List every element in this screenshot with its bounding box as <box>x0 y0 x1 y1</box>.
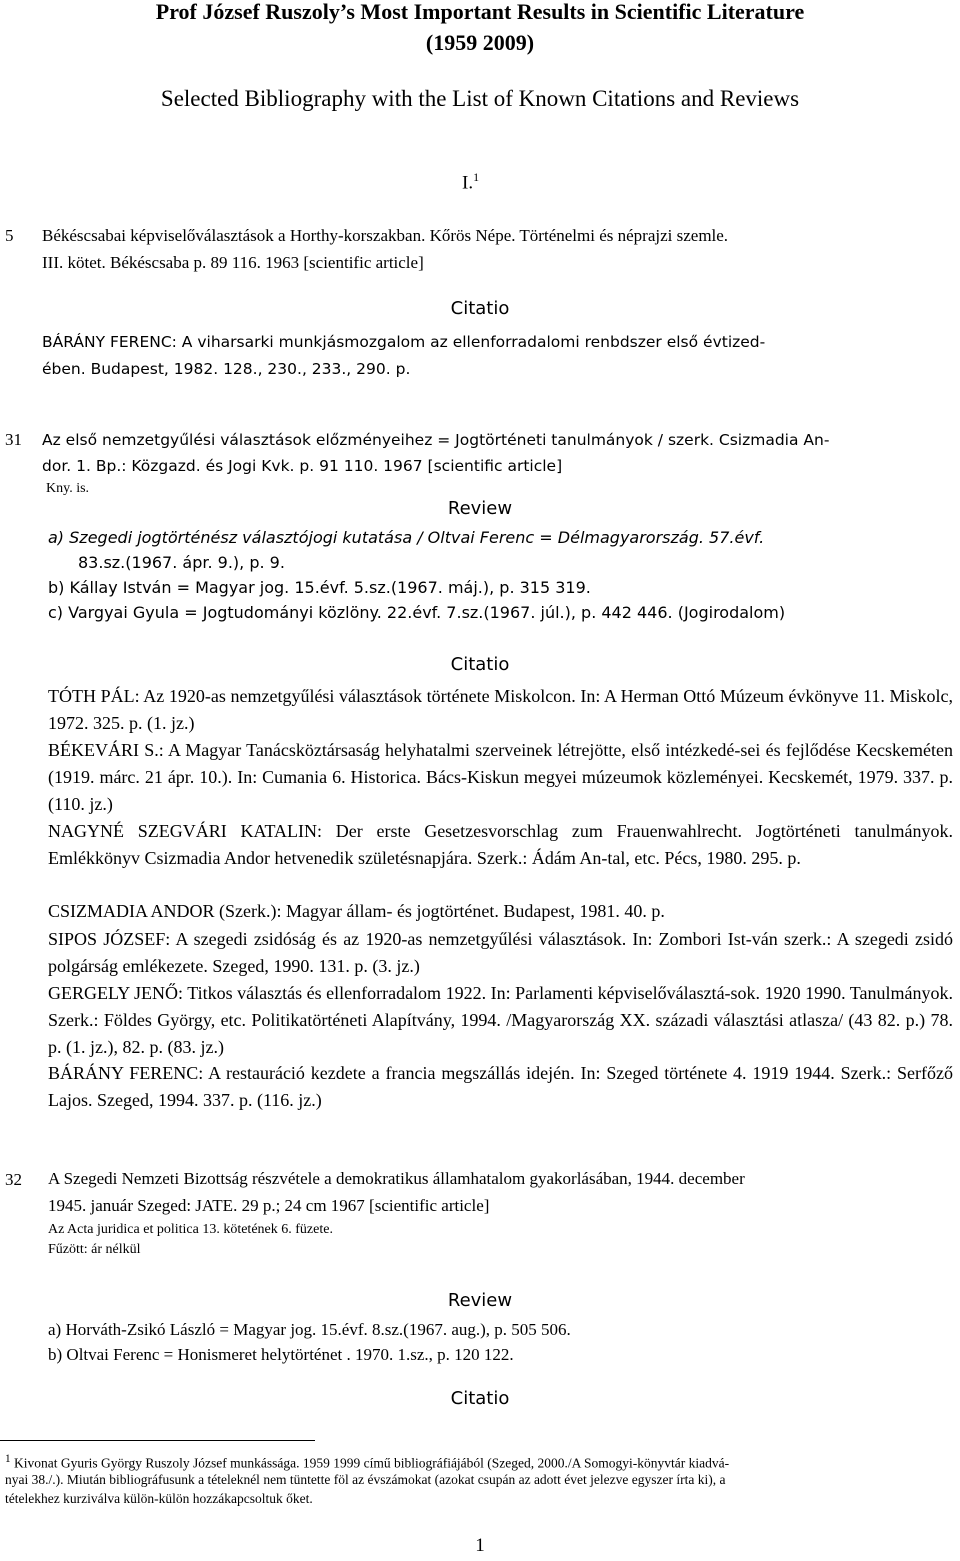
entry-31-line1: Az első nemzetgyűlési választások előzményeihez = Jogtörténeti tanulmányok / szerk. Csizmadia An- <box>42 431 830 449</box>
footnote-marker: 1 <box>5 1453 11 1465</box>
review-item: a) Szegedi jogtörténész választójogi kutatása / Oltvai Ferenc = Délmagyarország. 57.évf. <box>48 528 765 547</box>
citatio-heading: Citatio <box>450 1388 510 1409</box>
entry-5-line2: III. kötet. Békéscsaba p. 89 116. 1963 [scientific article] <box>42 253 424 272</box>
citation-item: CSIZMADIA ANDOR (Szerk.): Magyar állam- és jogtörténet. Budapest, 1981. 40. p. <box>48 901 665 921</box>
entry-32-note: Fűzött: ár nélkül <box>48 1242 141 1257</box>
citation-item: NAGYNÉ SZEGVÁRI KATALIN: Der erste Gesetzesvorschlag zum Frauenwahlrecht. Jogtörténeti tanulmányok. Emlékkönyv Csizmadia Andor hetvenedik születésnapjára. Szerk.: Ádám An-tal, etc. Pécs, 1980. 295. p. <box>48 821 953 868</box>
document-subtitle: Selected Bibliography with the List of Known Citations and Reviews <box>160 86 800 111</box>
review-item: c) Vargyai Gyula = Jogtudományi közlöny. 22.évf. 7.sz.(1967. júl.), p. 442 446. (Jogirodalom) <box>48 603 786 622</box>
citation-item: BÁRÁNY FERENC: A restauráció kezdete a francia megszállás idején. In: Szeged története 4. 1919 1944. Szerk.: Serfőző Lajos. Szeged, 1994. 337. p. (116. jz.) <box>48 1063 953 1110</box>
entry-number: 32 <box>5 1170 22 1189</box>
entry-31-note: Kny. is. <box>46 481 90 496</box>
entry-number: 31 <box>5 430 22 449</box>
entry-5-line1: Békéscsabai képviselőválasztások a Horthy-korszakban. Kőrös Népe. Történelmi és néprajzi szemle. <box>42 226 729 245</box>
review-heading: Review <box>447 1290 513 1311</box>
review-heading: Review <box>447 498 513 519</box>
section-heading: I.$^1$ <box>462 170 480 194</box>
citation-item: BÉKEVÁRI S.: A Magyar Tanácsköztársaság helyhatalmi szerveinek létrejötte, első intézkedé-sei és fejlődése Kecskeméten (1919. márc. 21 ápr. 10.). In: Cumania 6. Historica. Bács-Kiskun megyei múzeumok közleményei. Kecskemét, 1979. 337. p. (110. jz.) <box>48 740 953 814</box>
review-item: a) Horváth-Zsikó László = Magyar jog. 15.évf. 8.sz.(1967. aug.), p. 505 506. <box>48 1320 571 1339</box>
document-title-years: (1959 2009) <box>425 30 535 55</box>
page-number: 1 <box>475 1535 485 1556</box>
citation-item: TÓTH PÁL: Az 1920-as nemzetgyűlési választások története Miskolcon. In: A Herman Ottó Múzeum évkönyve 11. Miskolc, 1972. 325. p. (1. jz.) <box>48 686 953 733</box>
review-item-cont: 83.sz.(1967. ápr. 9.), p. 9. <box>78 553 285 572</box>
entry-32-line2: 1945. január Szeged: JATE. 29 p.; 24 cm 1967 [scientific article] <box>48 1196 490 1215</box>
footnote-line: nyai 38./.). Miután bibliográfusunk a tételeknél nem tüntette föl az évszámokat (azokat csupán az adott évet jelezve egyszer írta ki), a <box>5 1472 726 1487</box>
document-title: Prof József Ruszoly’s Most Important Results in Scientific Literature <box>155 0 805 24</box>
citatio-heading: Citatio <box>450 654 510 675</box>
footnote-ref[interactable]: 1 <box>473 170 480 184</box>
footnote-divider <box>0 1440 315 1441</box>
entry-5-citation-line2: ében. Budapest, 1982. 128., 230., 233., 290. p. <box>42 360 411 378</box>
footnote-line: tételekhez kurziválva külön-külön hozzákapcsoltuk őket. <box>5 1491 313 1506</box>
review-item: b) Oltvai Ferenc = Honismeret helytörténet . 1970. 1.sz., p. 120 122. <box>48 1345 514 1364</box>
citation-item: GERGELY JENŐ: Titkos választás és ellenforradalom 1922. In: Parlamenti képviselőválasztá-sok. 1920 1990. Tanulmányok. Szerk.: Földes György, etc. Politikatörténeti Alapítvány, 1994. /Magyarország XX. századi választási atlasza/ (43 82. p.) 78. p. (1. jz.), 82. p. (83. jz.) <box>48 983 953 1057</box>
entry-32-line1: A Szegedi Nemzeti Bizottság részvétele a demokratikus államhatalom gyakorlásában, 1944. december <box>48 1169 745 1188</box>
citation-item: SIPOS JÓZSEF: A szegedi zsidóság és az 1920-as nemzetgyűlési választások. In: Zombori Ist-ván szerk.: A szegedi zsidó polgárság emlékezete. Szeged, 1990. 131. p. (3. jz.) <box>48 929 953 976</box>
entry-5-citation-line1: BÁRÁNY FERENC: A viharsarki munkjásmozgalom az ellenforradalomi renbdszer első évtized- <box>42 333 766 351</box>
footnote-line: Kivonat Gyuris György Ruszoly József munkássága. 1959 1999 című bibliográfiájából (Szeged, 2000./A Somogyi-könyvtár kiadvá- <box>14 1455 730 1471</box>
entry-number: 5 <box>5 226 14 245</box>
citatio-heading: Citatio <box>450 298 510 319</box>
review-item: b) Kállay István = Magyar jog. 15.évf. 5.sz.(1967. máj.), p. 315 319. <box>48 578 591 597</box>
entry-32-note: Az Acta juridica et politica 13. kötetének 6. füzete. <box>48 1222 333 1237</box>
entry-31-line2: dor. 1. Bp.: Közgazd. és Jogi Kvk. p. 91 110. 1967 [scientific article] <box>42 457 563 475</box>
